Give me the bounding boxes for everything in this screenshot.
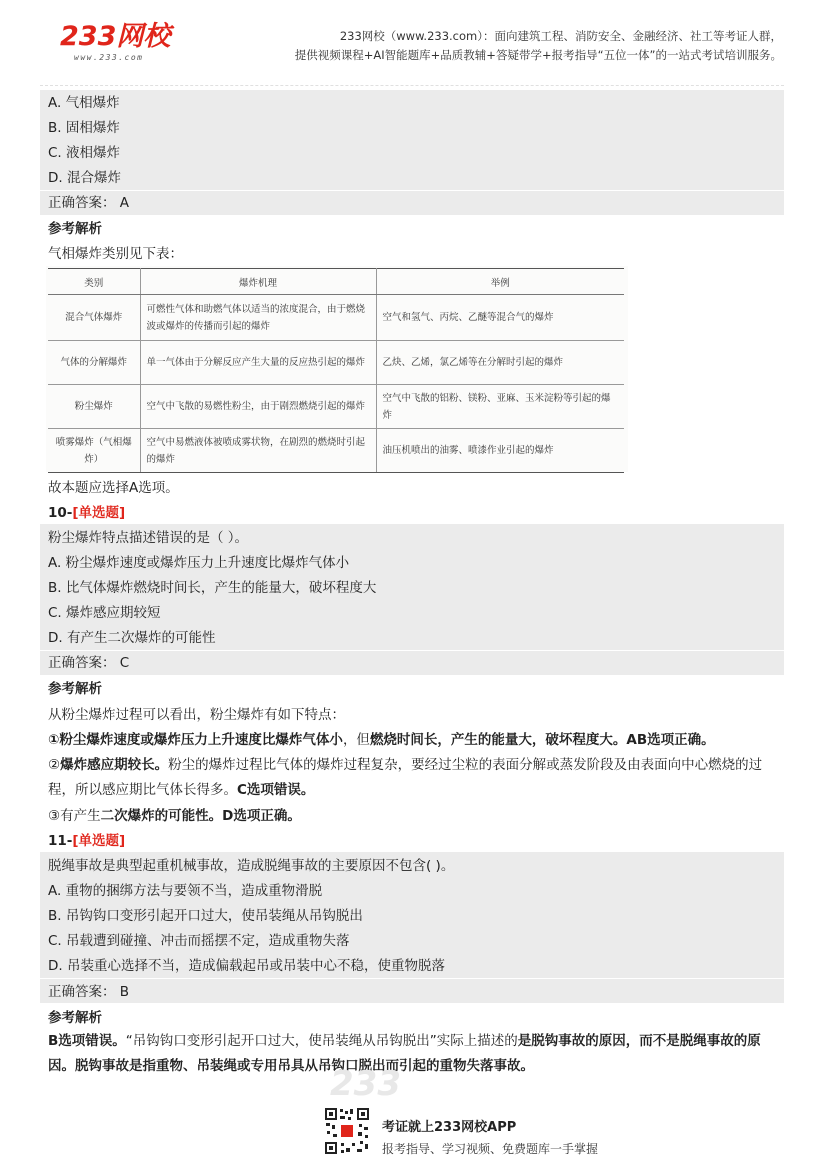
q10-answer-band <box>40 651 784 675</box>
table-row <box>48 341 624 385</box>
point-2-text: 粉尘的爆炸过程比气体的爆炸过程复杂，要经过尘粒的表面分解或蒸发阶段及由表面向中心燃烧的过程，所以感应期比气体长得多。 <box>48 757 763 798</box>
brand-logo[interactable] <box>60 22 170 62</box>
analysis-point-1 <box>48 730 715 750</box>
option-d: D. 吊装重心选择不当，造成偏载起吊或吊装中心不稳，使重物脱落 <box>48 958 445 974</box>
logo-url: www.233.com <box>74 53 144 62</box>
explosion-table <box>48 268 624 473</box>
point-3-text: ③有产生 <box>48 808 101 824</box>
option-b: B. 比气体爆炸燃烧时间长，产生的能量大，破坏程度大 <box>48 580 377 596</box>
option-d: D. 有产生二次爆炸的可能性 <box>48 630 216 646</box>
logo-text: 233网校 <box>60 21 171 52</box>
header-description <box>295 27 782 65</box>
table-header: 爆炸机理 <box>140 269 376 295</box>
table-header: 举例 <box>376 269 624 295</box>
question-heading <box>48 503 125 523</box>
point-2-bold: 爆炸感应期较长。 <box>60 757 169 773</box>
correct-answer: 正确答案： C <box>48 655 130 671</box>
footer-subtitle: 报考指导、学习视频、免费题库一手掌握 <box>382 1142 599 1156</box>
question-stem: 粉尘爆炸特点描述错误的是（ ）。 <box>48 530 249 546</box>
point-2-bold-2: C选项错误。 <box>237 782 315 798</box>
analysis-bold-2: 是脱钩事故的原因，而不是脱绳事故的原因。脱钩事故是指重物、吊装绳或专用吊具从吊钩口脱出而引起的重物失落事故。 <box>48 1033 761 1074</box>
analysis-bold: B选项错误。 <box>48 1033 126 1049</box>
question-number: 11- <box>48 833 73 849</box>
table-row <box>48 295 624 341</box>
table-cell: 油压机喷出的油雾、喷漆作业引起的爆炸 <box>376 429 624 473</box>
analysis-point-2 <box>48 753 783 803</box>
analysis-title: 参考解析 <box>48 1010 102 1026</box>
point-2-marker: ② <box>48 757 61 773</box>
header-divider <box>40 85 784 86</box>
q9-options-band <box>40 90 784 190</box>
table-cell: 可燃性气体和助燃气体以适当的浓度混合，由于燃烧波或爆炸的传播而引起的爆炸 <box>140 295 376 341</box>
app-logo-icon <box>340 1124 354 1138</box>
table-cell: 乙炔、乙烯，氯乙烯等在分解时引起的爆炸 <box>376 341 624 385</box>
point-1-text: ，但 <box>342 732 370 748</box>
correct-answer: 正确答案： A <box>48 195 130 211</box>
table-cell: 空气中飞散的易燃性粉尘，由于剧烈燃烧引起的爆炸 <box>140 385 376 429</box>
option-b: B. 固相爆炸 <box>48 120 120 136</box>
point-1-bold: ①粉尘爆炸速度或爆炸压力上升速度比爆炸气体小 <box>48 732 343 748</box>
option-a: A. 重物的捆绑方法与要领不当，造成重物滑脱 <box>48 883 323 899</box>
question-type: [单选题] <box>72 833 126 849</box>
header-line-1: 233网校（www.233.com）：面向建筑工程、消防安全、金融经济、社工等考证人群， <box>339 29 782 43</box>
analysis-body <box>48 1029 783 1079</box>
option-c: C. 爆炸感应期较短 <box>48 605 161 621</box>
option-d: D. 混合爆炸 <box>48 170 121 186</box>
table-cell: 喷雾爆炸（气相爆炸） <box>48 429 140 473</box>
analysis-title: 参考解析 <box>48 221 102 237</box>
analysis-point-3 <box>48 806 301 826</box>
option-b: B. 吊钩钩口变形引起开口过大，使吊装绳从吊钩脱出 <box>48 908 363 924</box>
table-row <box>48 429 624 473</box>
option-c: C. 液相爆炸 <box>48 145 121 161</box>
option-a: A. 粉尘爆炸速度或爆炸压力上升速度比爆炸气体小 <box>48 555 350 571</box>
point-1-bold-2: 燃烧时间长，产生的能量大，破坏程度大。AB选项正确。 <box>369 732 715 748</box>
explosion-table-image <box>46 266 628 472</box>
conclusion: 故本题应选择A选项。 <box>48 480 179 496</box>
header-line-2: 提供视频课程+AI智能题库+品质教辅+答疑带学+报考指导“五位一体”的一站式考试培训服务。 <box>294 48 782 62</box>
analysis-intro: 从粉尘爆炸过程可以看出，粉尘爆炸有如下特点： <box>48 707 345 723</box>
question-type: [单选题] <box>72 505 126 521</box>
question-number: 10- <box>48 505 73 521</box>
qr-code-icon[interactable] <box>324 1107 370 1155</box>
table-row <box>48 385 624 429</box>
table-cell: 粉尘爆炸 <box>48 385 140 429</box>
watermark: 233 <box>330 1064 401 1104</box>
footer-title: 考证就上233网校APP <box>382 1120 517 1135</box>
table-cell: 单一气体由于分解反应产生大量的反应热引起的爆炸 <box>140 341 376 385</box>
table-cell: 气体的分解爆炸 <box>48 341 140 385</box>
q9-answer-band <box>40 191 784 215</box>
table-header: 类别 <box>48 269 140 295</box>
table-cell: 混合气体爆炸 <box>48 295 140 341</box>
option-a: A. 气相爆炸 <box>48 95 120 111</box>
question-heading <box>48 831 125 851</box>
table-header-row <box>48 269 624 295</box>
analysis-text: “吊钩钩口变形引起开口过大，使吊装绳从吊钩脱出”实际上描述的 <box>125 1033 518 1049</box>
table-cell: 空气中易燃液体被喷成雾状物，在剧烈的燃烧时引起的爆炸 <box>140 429 376 473</box>
question-stem: 脱绳事故是典型起重机械事故，造成脱绳事故的主要原因不包含( )。 <box>48 858 455 874</box>
table-cell: 空气中飞散的铝粉、镁粉、亚麻、玉米淀粉等引起的爆炸 <box>376 385 624 429</box>
analysis-title: 参考解析 <box>48 681 102 697</box>
option-c: C. 吊载遭到碰撞、冲击而摇摆不定，造成重物失落 <box>48 933 350 949</box>
table-cell: 空气和氢气、丙烷、乙醚等混合气的爆炸 <box>376 295 624 341</box>
q11-answer-band <box>40 979 784 1003</box>
analysis-intro: 气相爆炸类别见下表： <box>48 246 183 262</box>
correct-answer: 正确答案： B <box>48 984 130 1000</box>
point-3-bold: 二次爆炸的可能性。D选项正确。 <box>100 808 301 824</box>
page-header <box>0 0 830 84</box>
